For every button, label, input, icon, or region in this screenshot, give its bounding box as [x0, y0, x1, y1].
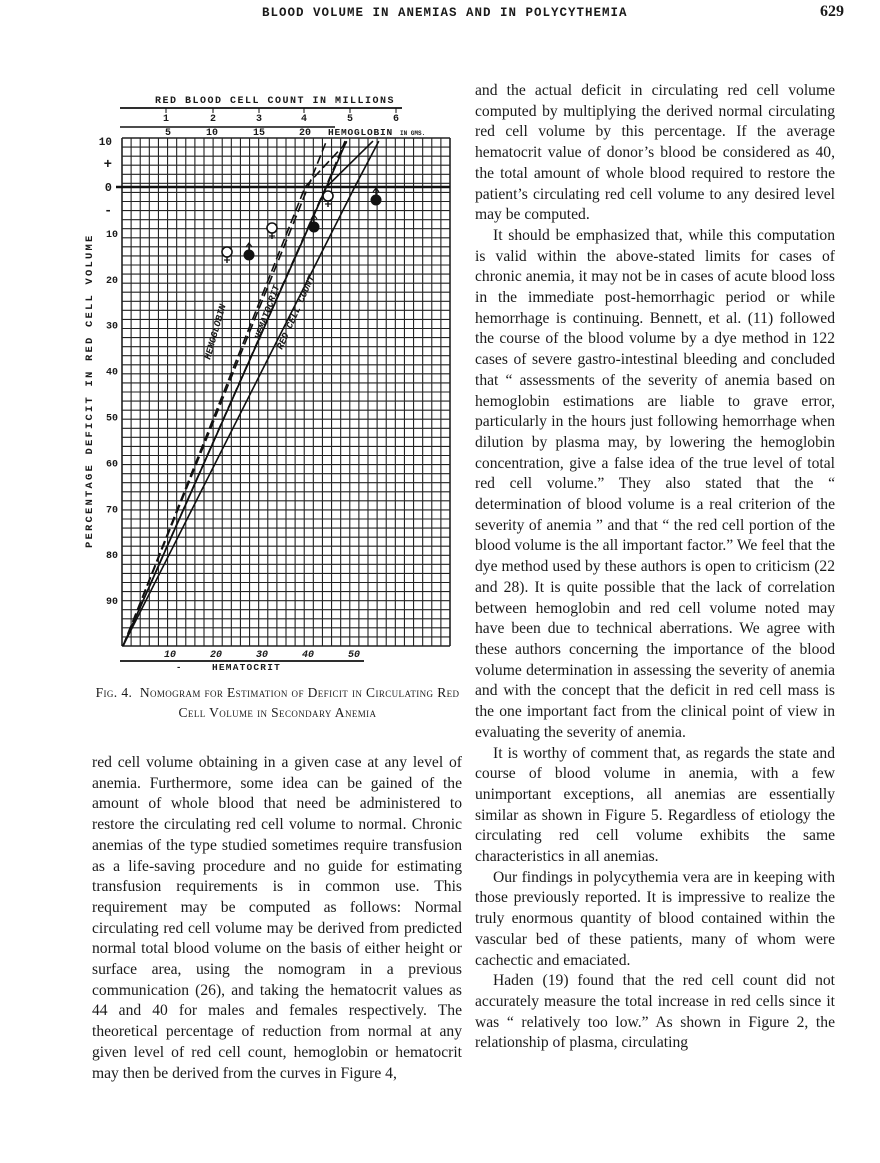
- svg-text:0: 0: [104, 181, 112, 195]
- nomogram-figure: [0, 0, 470, 680]
- paragraph: It should be emphasized that, while this computation is valid within the above-stated limits for cases of chronic anemia, it may not be in cases of acute blood loss in the immediate post-hemorrhagic period or while hemorrhage is continuing. Bennett, et al. (11) followed the course of the blood volume by a dye method in 122 cases of severe gastro-intestinal bleeding and concluded that “ assessments of the severity of anemia based on hemoglobin estimations are liable to grave error, particularly in the hours just following hemorrhage when dilution by plasma may, by lowering the hemoglobin concentration, give a false idea of the true level of total red cell volume.” They also stated that the “ determination of blood volume is a real criterion of the severity of anemia ” and that “ the red cell portion of the blood volume is the all important factor.” We feel that the dye method used by these authors is open to criticism (22 and 28). It is quite possible that the lack of correlation between hemoglobin and red cell volume noted may have been due to technical aberrations. We agree with these authors concerning the importance of the blood volume determination in assessing the severity of anemia and with the concept that the deficit in red cell mass is the one important fact from the clinical point of view in evaluating the severity of anemia.: [475, 226, 835, 741]
- paragraph: and the actual deficit in circulating red cell volume computed by multiplying the derived normal circulating red cell volume by this percentage. If the average hematocrit value of donor’s blood be considered as 40, the total amount of whole blood required to restore the patient’s circulating red cell volume to any desired level may be computed.: [475, 82, 835, 224]
- paragraph: It is worthy of comment that, as regards the state and course of blood volume in anemia, with a few unimportant exceptions, all anemias are essentially similar as shown in Figure 5. Regardless of etiology the circulating red cell volume exhibits the same characteristics in all anemias.: [475, 744, 835, 866]
- svg-text:PERCENTAGE DEFICIT IN RED CELL: PERCENTAGE DEFICIT IN RED CELL VOLUME: [84, 233, 96, 548]
- svg-text:3: 3: [255, 114, 263, 125]
- svg-text:HEMATOCRIT: HEMATOCRIT: [252, 283, 283, 342]
- svg-text:-: -: [176, 663, 182, 673]
- svg-text:4: 4: [300, 114, 308, 125]
- caption-text: Nomogram for Estimation of Deficit in Circulating Red Cell Volume in Secondary Anemia: [139, 685, 460, 720]
- svg-text:70: 70: [105, 505, 118, 517]
- running-head: BLOOD VOLUME IN ANEMIAS AND IN POLYCYTHEMIA: [262, 6, 628, 20]
- svg-text:40: 40: [105, 367, 118, 379]
- svg-text:90: 90: [105, 597, 118, 609]
- chart-labels: [202, 273, 317, 361]
- paragraph: Our findings in polycythemia vera are in keeping with those previously reported. It is impressive to realize the truly enormous quantity of blood contained within the vascular bed of these patients, many of whom were cachectic and emaciated.: [475, 868, 835, 969]
- svg-text:IN GMS.: IN GMS.: [400, 130, 426, 137]
- svg-text:RED CELL COUNT: RED CELL COUNT: [274, 273, 318, 352]
- paragraph: Haden (19) found that the red cell count did not accurately measure the total increase in red cells since it was “ relatively too low.” As shown in Figure 2, the relationship of plasma, circulating: [475, 972, 835, 1052]
- page-number: 629: [820, 3, 844, 20]
- svg-text:2: 2: [209, 114, 217, 125]
- right-column-text: [475, 81, 835, 1054]
- paragraph: red cell volume obtaining in a given case at any level of anemia. Furthermore, some idea can be gained of the amount of whole blood that need be administered to restore the circulating red cell volume to normal. Chronic anemias of the type studied sometimes require transfusion as a life-saving procedure and no guide for estimating transfusion requirements is in common use. This requirement may be computed as follows: Normal circulating red cell volume may be derived from predicted normal total blood volume on the basis of either height or surface area, using the nomogram in a previous communication (26), and taking the hematocrit values as 44 and 40 for males and females respectively. The theoretical percentage of reduction from normal at any given level of red cell count, hemoglobin or hematocrit may then be derived from the curves in Figure 4,: [92, 754, 462, 1082]
- svg-text:HEMOGLOBIN: HEMOGLOBIN: [202, 302, 229, 361]
- svg-text:HEMATOCRIT: HEMATOCRIT: [212, 662, 282, 673]
- chart-grid: [116, 138, 450, 646]
- svg-text:1: 1: [162, 114, 170, 125]
- svg-text:30: 30: [105, 321, 118, 333]
- svg-text:30: 30: [255, 650, 269, 661]
- left-column-text: [92, 753, 462, 1084]
- svg-text:+: +: [103, 157, 112, 174]
- svg-text:-: -: [104, 202, 112, 218]
- svg-text:RED BLOOD CELL COUNT IN MILLIO: RED BLOOD CELL COUNT IN MILLIONS: [155, 96, 396, 107]
- svg-text:20: 20: [209, 650, 223, 661]
- svg-text:10: 10: [98, 137, 112, 150]
- svg-text:40: 40: [301, 650, 315, 661]
- caption-label: Fig. 4.: [95, 685, 133, 700]
- svg-text:5: 5: [346, 114, 354, 125]
- svg-text:6: 6: [392, 114, 400, 125]
- svg-text:10: 10: [105, 229, 118, 241]
- svg-text:15: 15: [252, 128, 266, 139]
- svg-text:20: 20: [298, 128, 312, 139]
- svg-text:5: 5: [164, 128, 172, 139]
- svg-text:80: 80: [105, 551, 118, 563]
- svg-text:HEMOGLOBIN: HEMOGLOBIN: [328, 127, 394, 138]
- svg-text:10: 10: [163, 650, 177, 661]
- svg-text:50: 50: [105, 413, 118, 425]
- svg-text:20: 20: [105, 275, 118, 287]
- svg-text:10: 10: [205, 128, 219, 139]
- svg-text:60: 60: [105, 459, 118, 471]
- chart-markers: [222, 188, 382, 263]
- figure-caption: [90, 683, 465, 723]
- svg-text:50: 50: [347, 650, 361, 661]
